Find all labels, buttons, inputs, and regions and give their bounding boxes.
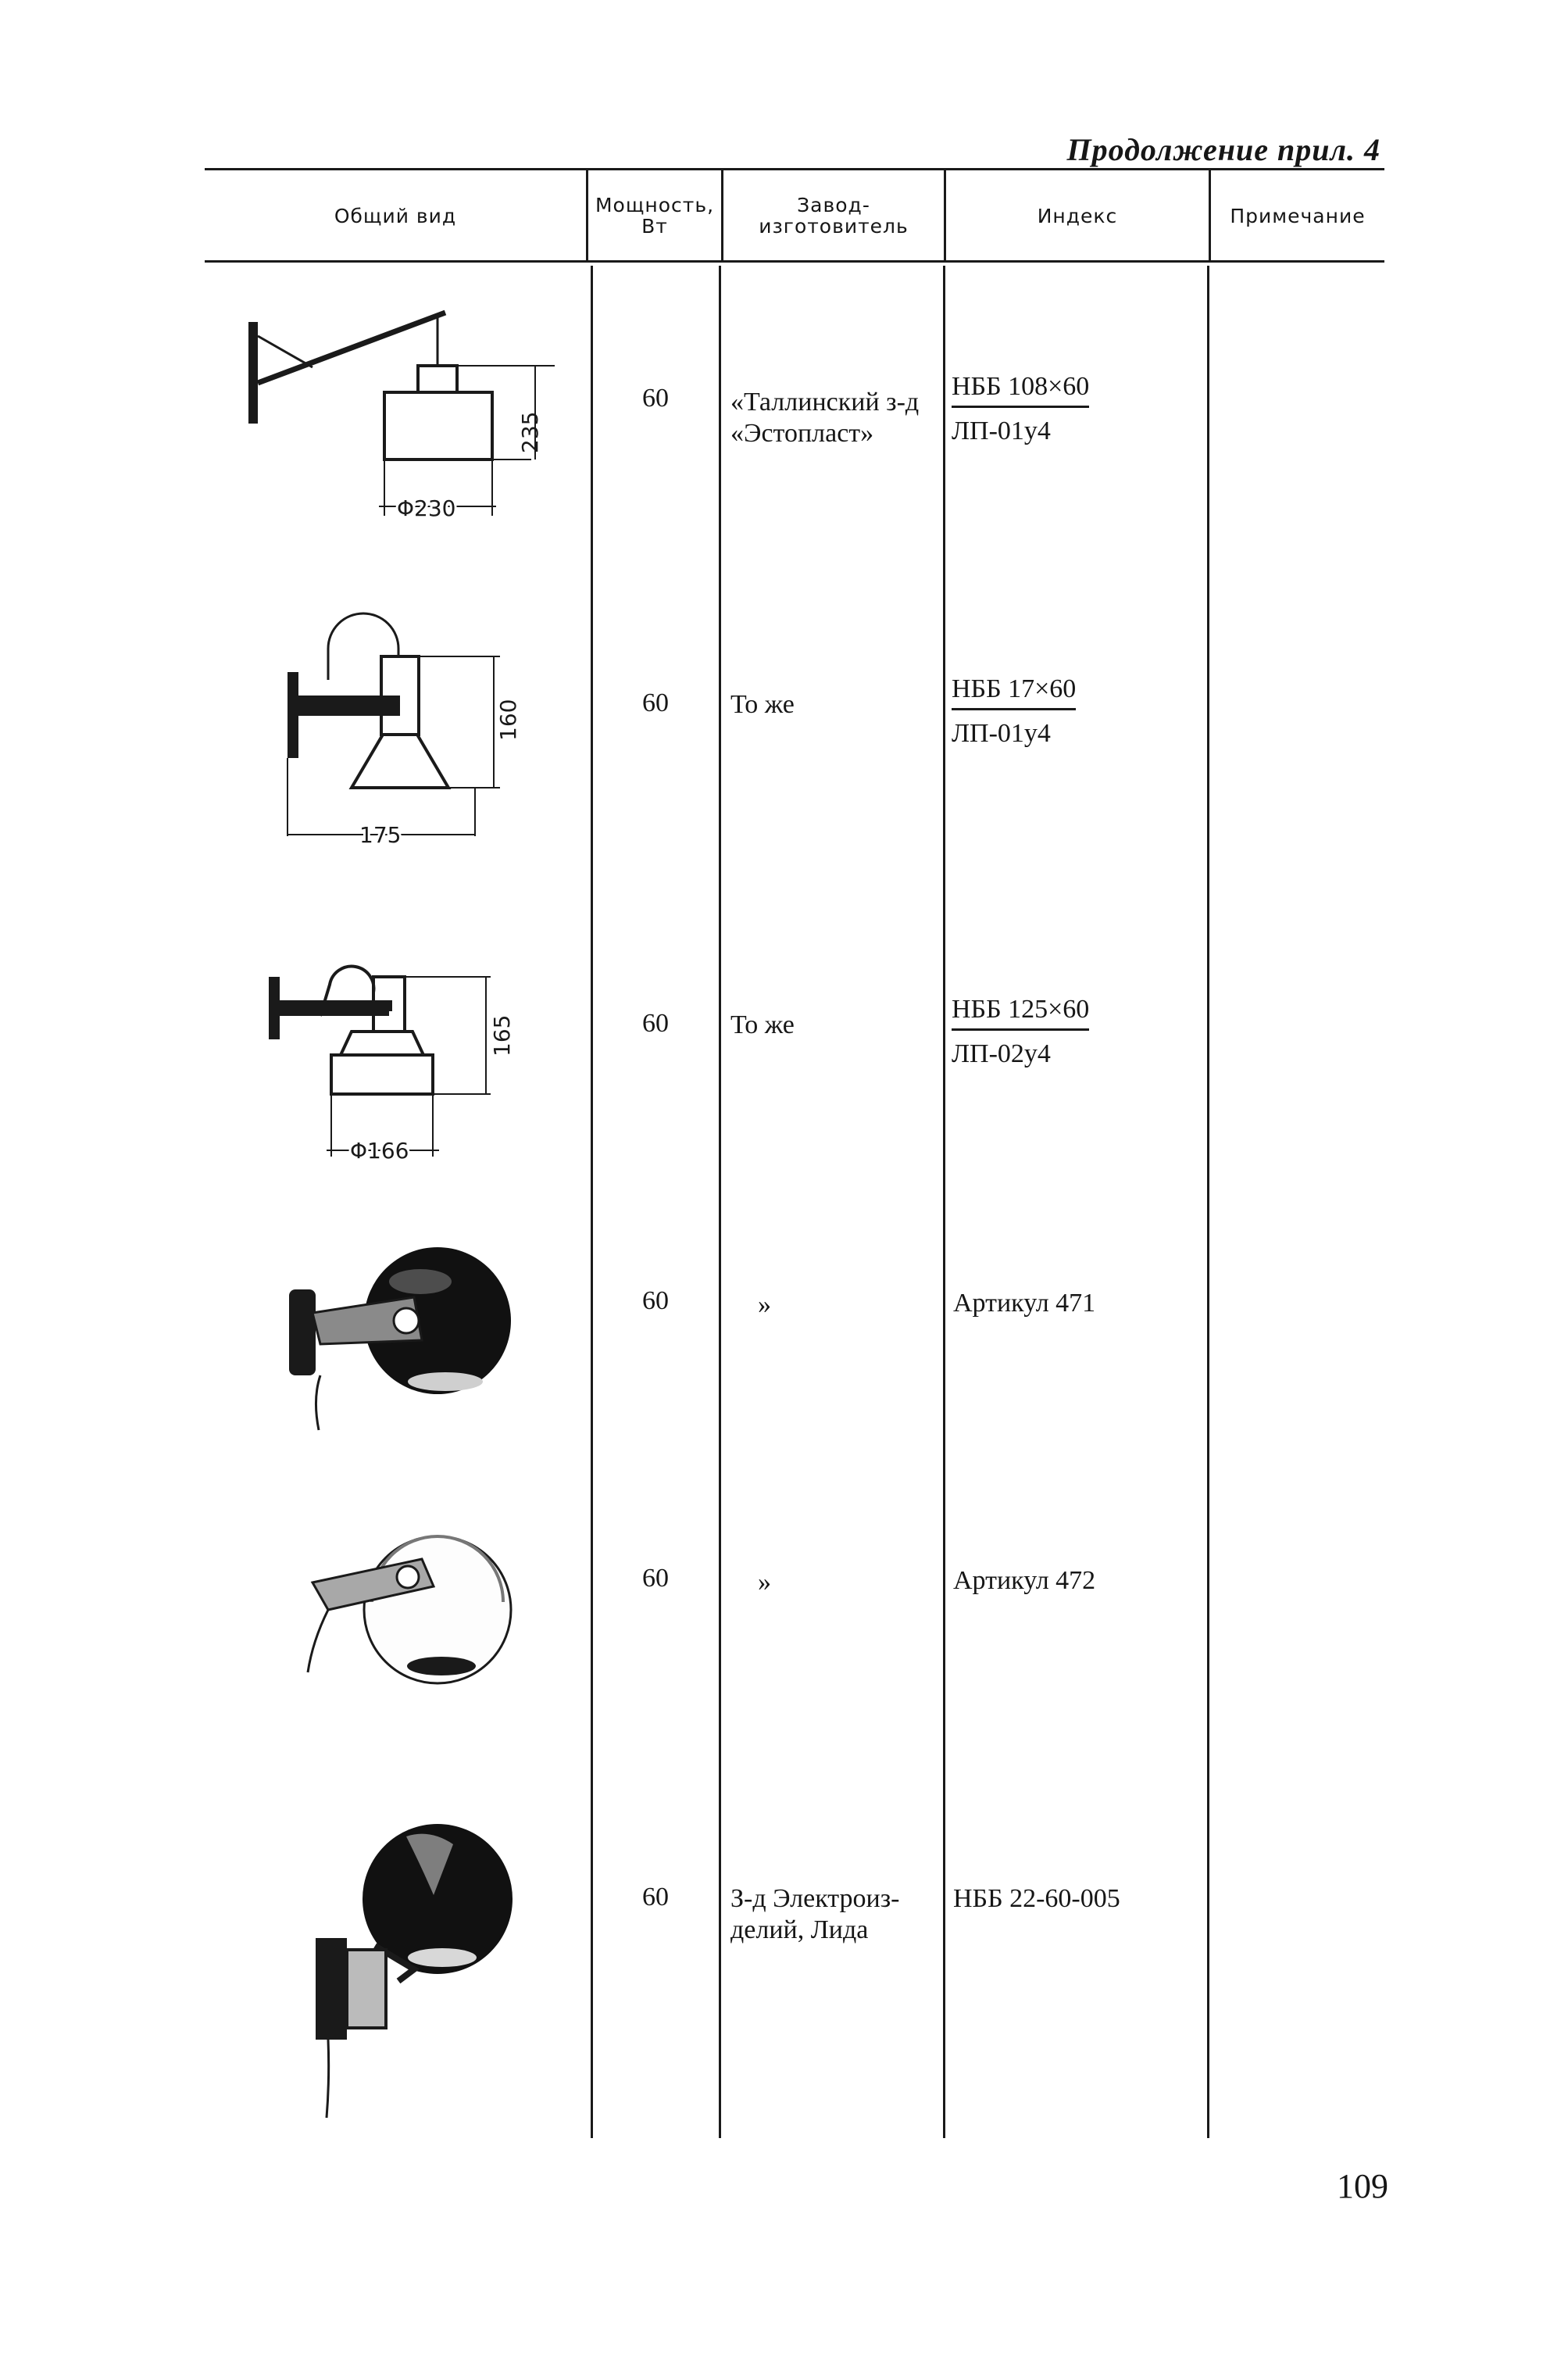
lamp-drawing-1 [227, 305, 570, 539]
drawing-1-height-label: 235 [517, 411, 543, 453]
row-6-index: НББ 22-60-005 [953, 1884, 1120, 1913]
lamp-photo-6 [305, 1821, 523, 2118]
row-4-index: Артикул 471 [953, 1289, 1096, 1318]
header-maker: Завод-изготовитель [759, 194, 909, 238]
lamp-photo-4 [281, 1243, 516, 1430]
row-6-power: 60 [642, 1883, 669, 1911]
drawing-3-height-label: 165 [489, 1014, 515, 1057]
row-5-index: Артикул 472 [953, 1566, 1096, 1595]
row-3-index-top: НББ 125×60 [952, 994, 1089, 1031]
row-1-maker: «Таллинский з-д «Эстопласт» [730, 388, 920, 448]
row-4-power: 60 [642, 1286, 669, 1315]
header-view: Общий вид [334, 204, 457, 227]
lamp-photo-5 [297, 1524, 523, 1711]
header-power: Мощность, Вт [595, 194, 715, 238]
drawing-2-width-label: 175 [359, 822, 402, 848]
row-2-power: 60 [642, 688, 669, 717]
row-1-index-bottom: ЛП-01у4 [952, 417, 1051, 445]
row-1-index-top: НББ 108×60 [952, 371, 1089, 408]
drawing-3-width-label: Φ166 [350, 1138, 409, 1164]
row-2-index-bottom: ЛП-01у4 [952, 719, 1051, 748]
column-divider-4 [1207, 266, 1209, 2138]
row-5-power: 60 [642, 1564, 669, 1593]
row-2-maker: То же [730, 690, 795, 719]
header-index: Индекс [1037, 204, 1118, 227]
row-6-maker: З-д Электроиз-делий, Лида [730, 1884, 900, 1944]
drawing-1-width-label: Φ230 [397, 495, 456, 521]
column-divider-3 [943, 266, 945, 2138]
row-2-index [952, 674, 1076, 749]
drawing-2-height-label: 160 [495, 699, 521, 741]
row-3-index-bottom: ЛП-02у4 [952, 1039, 1051, 1068]
header-note: Примечание [1230, 204, 1366, 227]
continuation-caption: Продолжение прил. 4 [1066, 132, 1380, 167]
lamp-drawing-2 [273, 602, 539, 860]
column-divider-1 [591, 266, 593, 2138]
row-5-maker: » [758, 1568, 771, 1597]
page-number: 109 [1337, 2167, 1388, 2205]
row-3-power: 60 [642, 1009, 669, 1038]
row-1-power: 60 [642, 384, 669, 413]
row-2-index-top: НББ 17×60 [952, 674, 1076, 710]
column-divider-2 [719, 266, 721, 2138]
row-4-maker: » [758, 1290, 771, 1319]
row-3-index [952, 994, 1089, 1070]
lamp-drawing-3 [258, 946, 523, 1172]
row-3-maker: То же [730, 1010, 795, 1039]
row-1-index [952, 371, 1089, 447]
